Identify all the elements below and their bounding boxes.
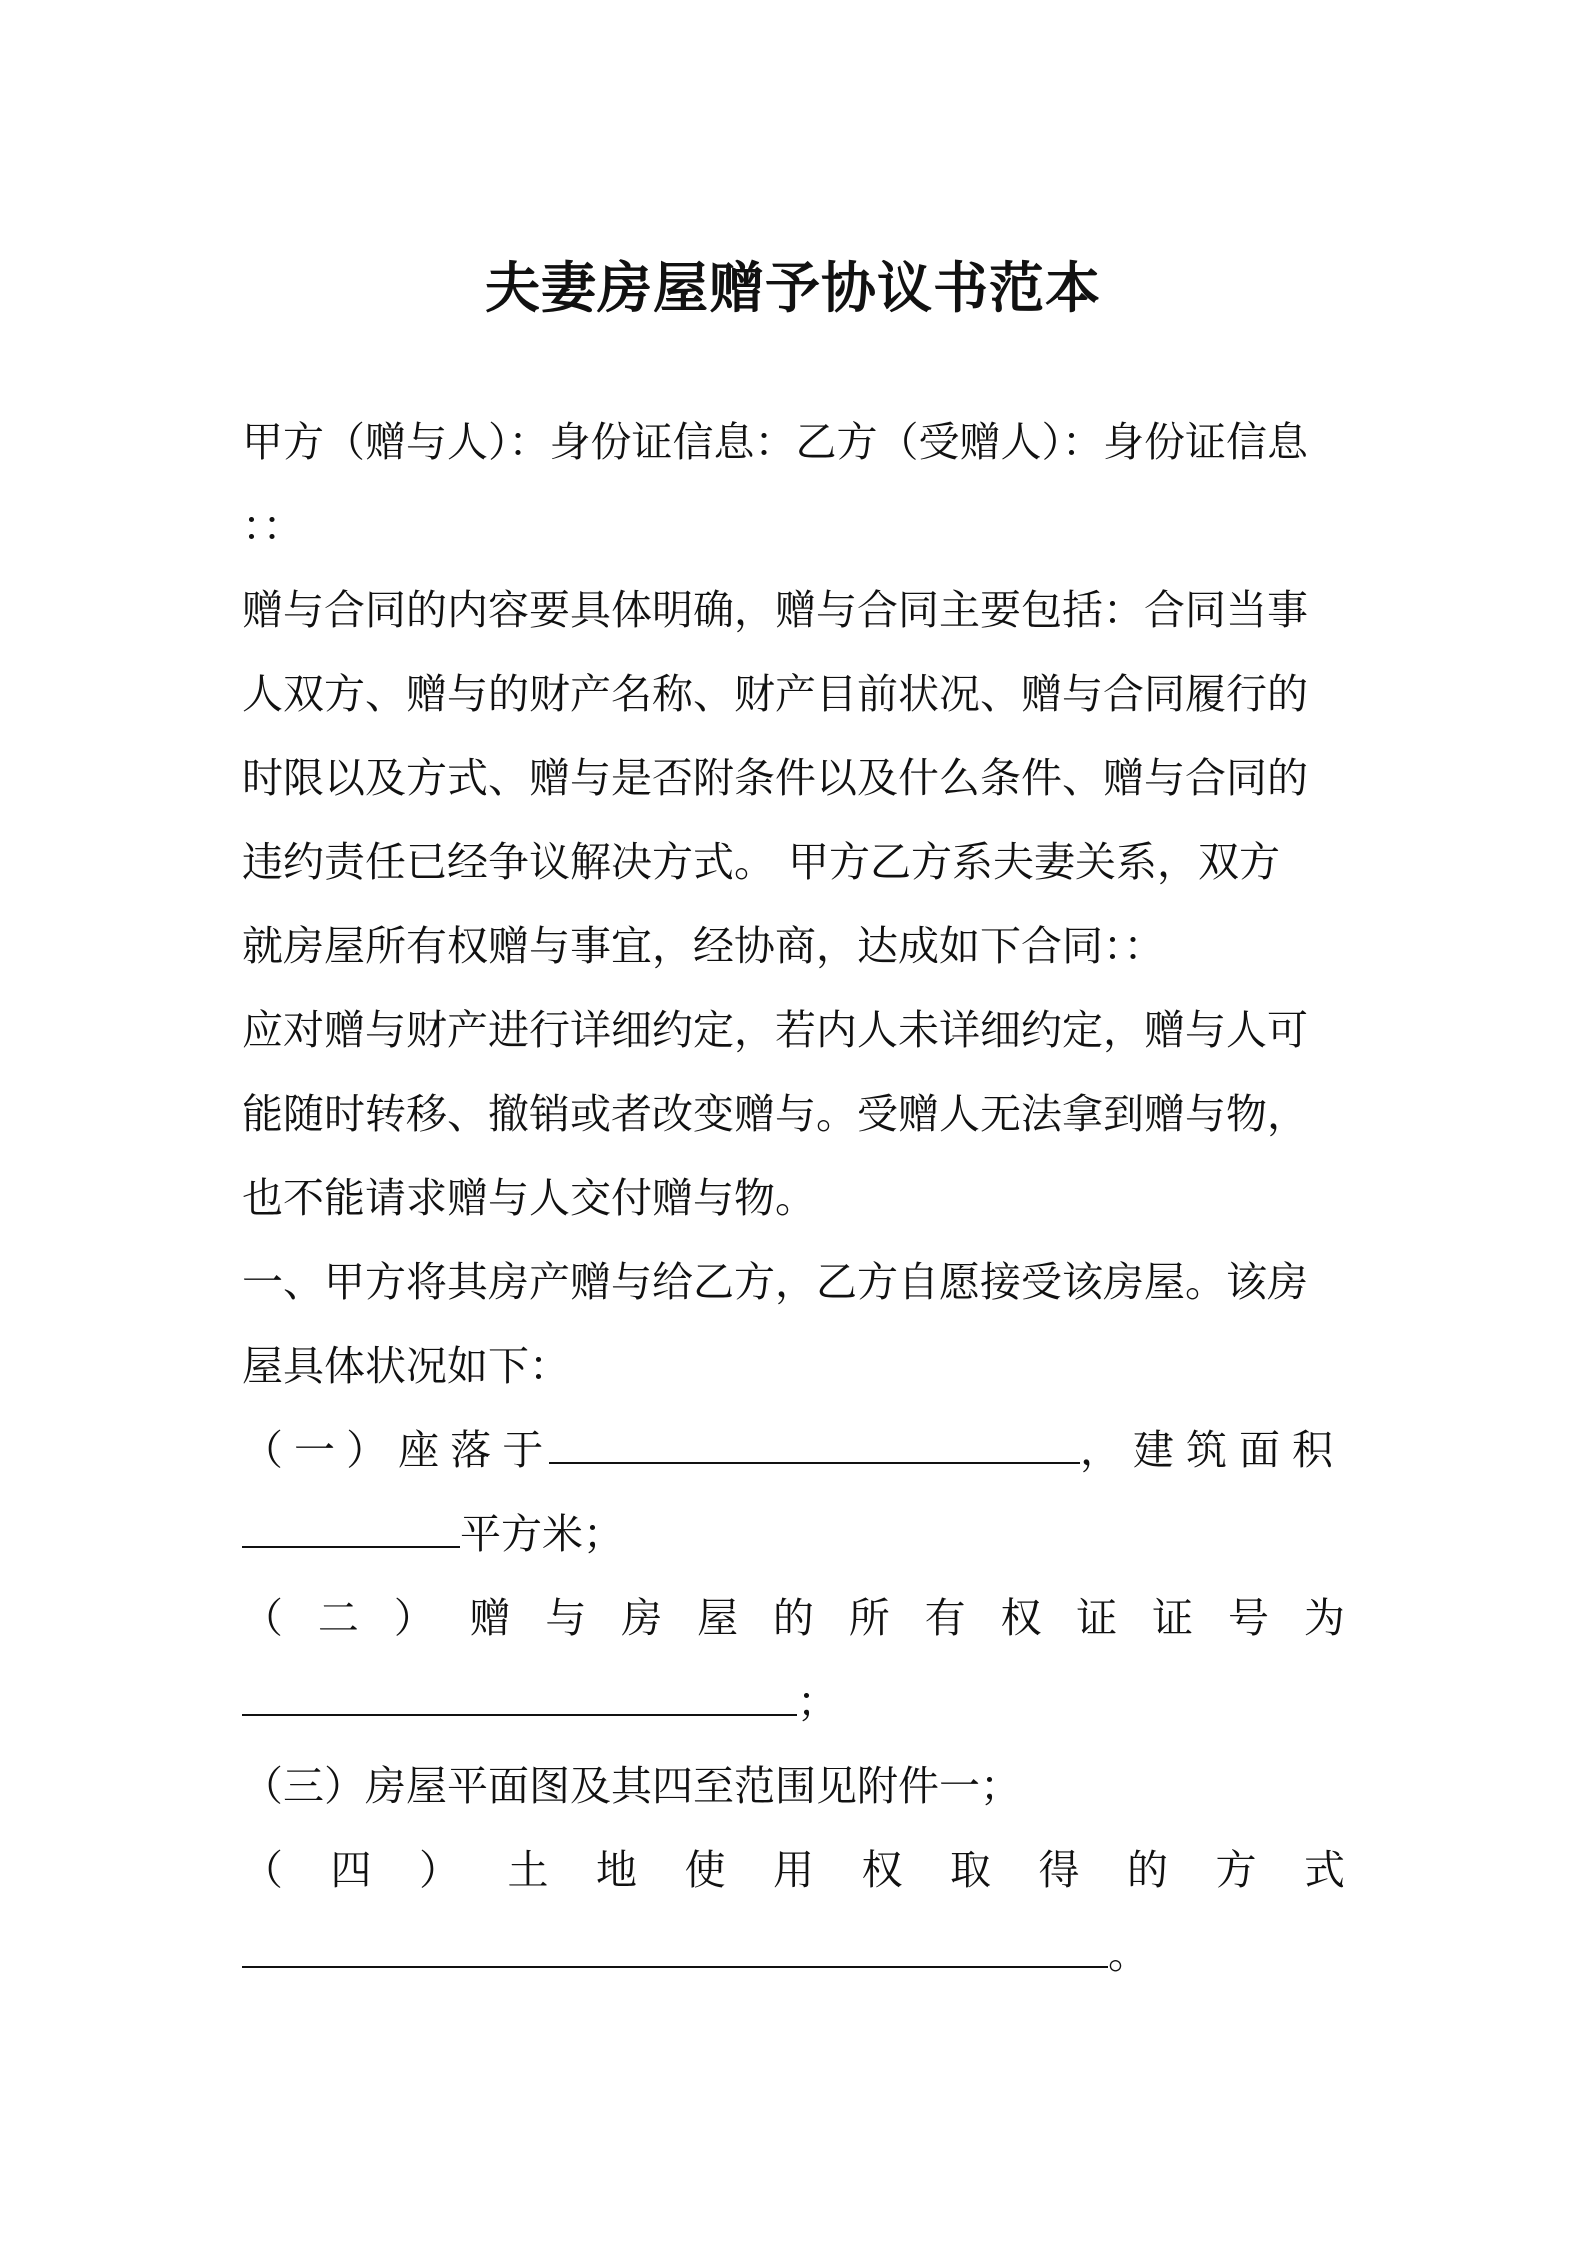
item-1-unit: 平方米； <box>460 1510 624 1558</box>
paragraph-1-line: 就房屋所有权赠与事宜，经协商，达成如下合同：： <box>242 922 1165 970</box>
paragraph-1-line: 时限以及方式、赠与是否附条件以及什么条件、赠与合同的 <box>242 754 1308 802</box>
certificate-number-blank[interactable] <box>242 1662 797 1716</box>
paragraph-1-line: 赠与合同的内容要具体明确，赠与合同主要包括：合同当事 <box>242 586 1308 634</box>
item-2-end: ； <box>797 1678 838 1726</box>
item-2-line: （ 二 ） 赠 与 房 屋 的 所 有 权 证 证 号 为 <box>242 1594 1345 1642</box>
item-2-line-cont <box>242 1660 1345 1744</box>
clause-1-line: 屋具体状况如下： <box>242 1342 570 1390</box>
paragraph-1-line: 违约责任已经争议解决方式。 甲方乙方系夫妻关系，双方 <box>242 838 1281 886</box>
paragraph-2-line: 也不能请求赠与人交付赠与物。 <box>242 1174 816 1222</box>
parties-line: 甲方（赠与人）：身份证信息：乙方（受赠人）：身份证信息 <box>242 418 1308 466</box>
item-1-area-label: ，建筑面积 <box>1080 1426 1345 1474</box>
item-4-end: 。 <box>1108 1930 1149 1978</box>
document-title: 夫妻房屋赠予协议书范本 <box>484 256 1101 320</box>
parties-line-cont: ：： <box>242 502 304 550</box>
item-4-line: （ 四 ） 土 地 使 用 权 取 得 的 方 式 <box>242 1846 1345 1894</box>
paragraph-1-line: 人双方、赠与的财产名称、财产目前状况、赠与合同履行的 <box>242 670 1308 718</box>
item-1-line-cont <box>242 1492 1345 1576</box>
location-blank[interactable] <box>549 1410 1080 1464</box>
paragraph-2-line: 能随时转移、撤销或者改变赠与。受赠人无法拿到赠与物， <box>242 1090 1308 1138</box>
land-use-method-blank[interactable] <box>242 1914 1108 1968</box>
area-blank[interactable] <box>242 1494 460 1548</box>
item-1-line <box>242 1408 1345 1492</box>
clause-1-line: 一、甲方将其房产赠与给乙方，乙方自愿接受该房屋。该房 <box>242 1258 1308 1306</box>
item-1-label: （ 一 ） 座 落 于 <box>242 1426 544 1474</box>
item-3-line: （三）房屋平面图及其四至范围见附件一； <box>242 1762 1021 1810</box>
item-4-line-cont <box>242 1912 1345 1996</box>
paragraph-2-line: 应对赠与财产进行详细约定，若内人未详细约定，赠与人可 <box>242 1006 1308 1054</box>
